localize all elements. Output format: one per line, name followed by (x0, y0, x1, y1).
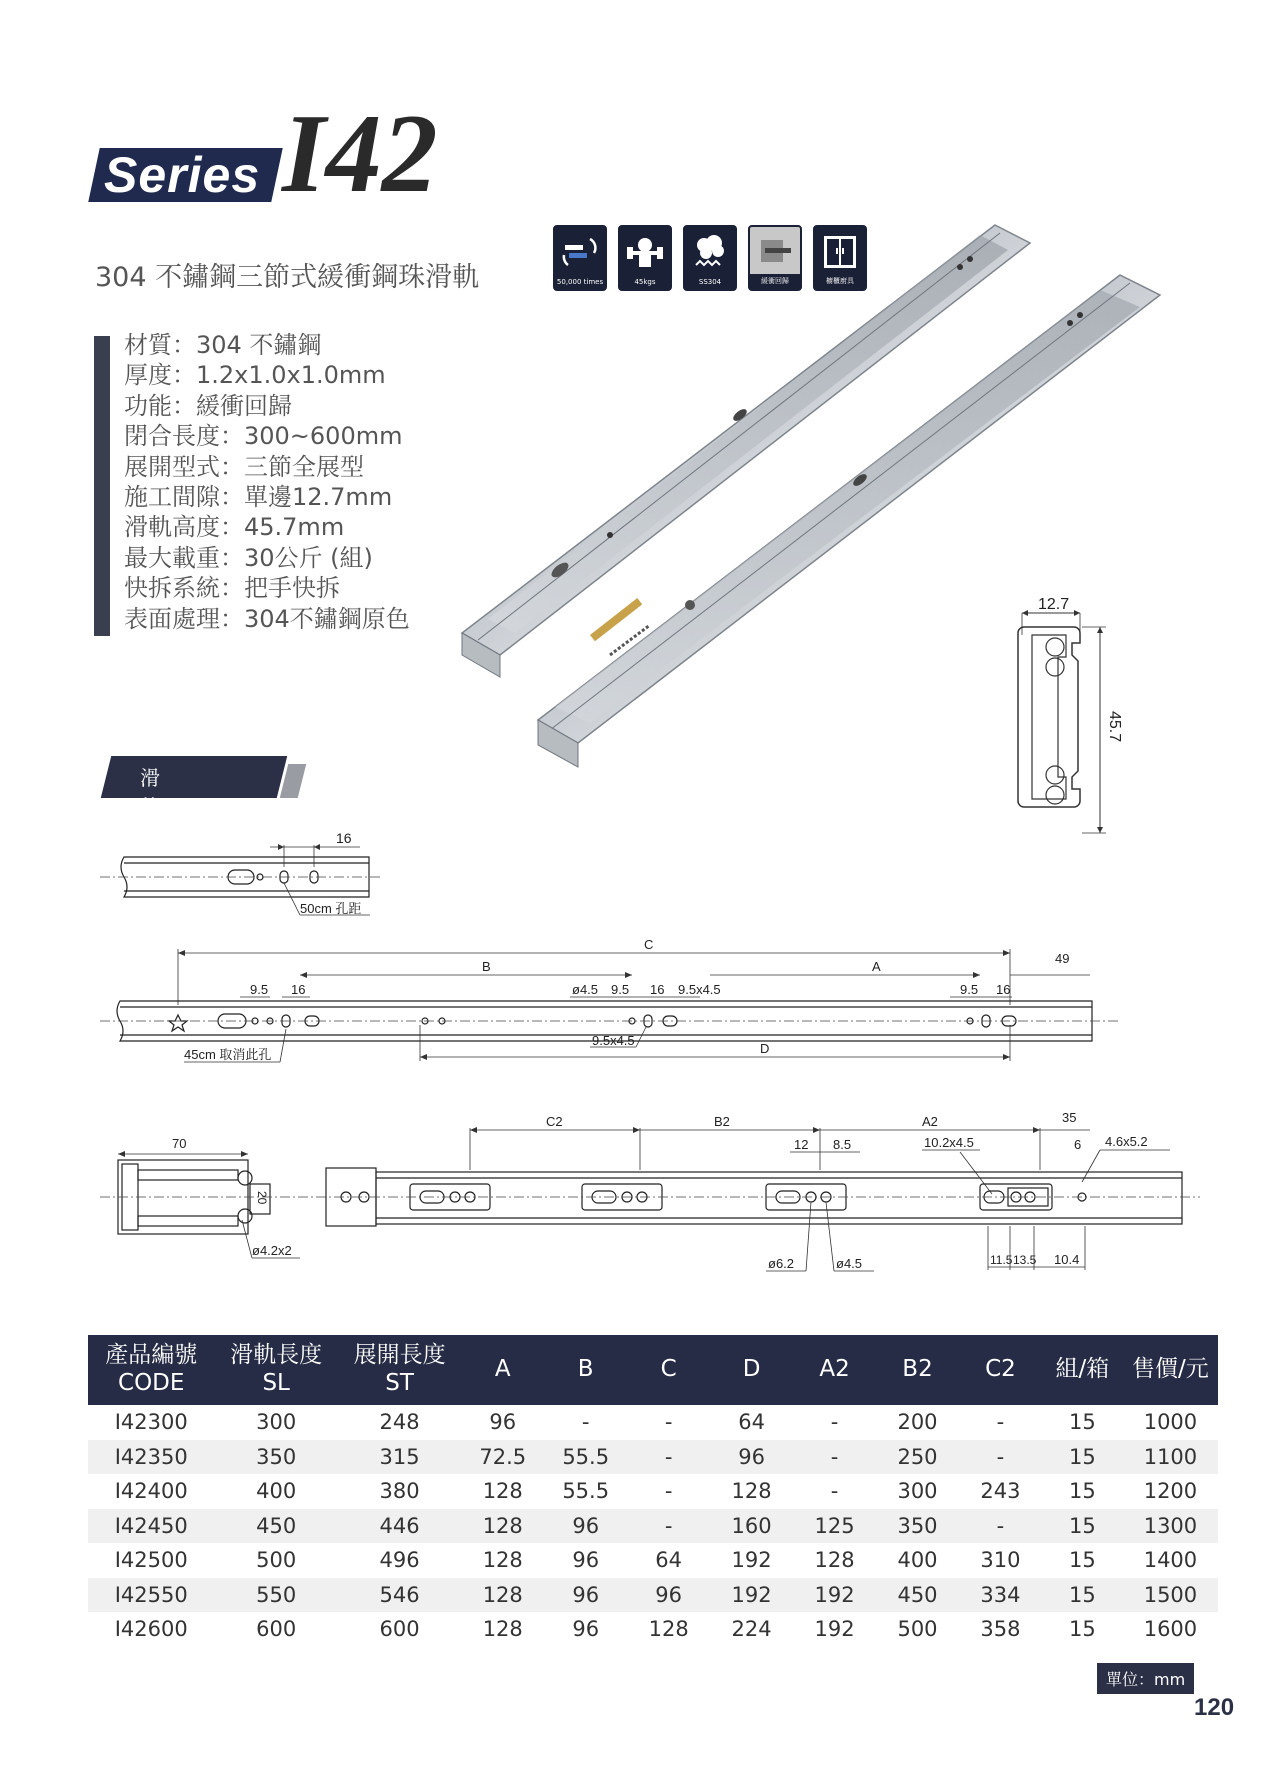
table-cell: - (793, 1474, 876, 1509)
dim-12: 12 (794, 1137, 809, 1152)
dim-C2: C2 (546, 1114, 563, 1129)
dim-49: 49 (1055, 951, 1070, 966)
table-cell: 96 (544, 1578, 627, 1613)
col-d: D (710, 1335, 793, 1405)
model-title: I42 (282, 92, 438, 216)
dim-9-5-mid: 9.5 (611, 982, 630, 997)
col-b: B (544, 1335, 627, 1405)
table-cell: I42350 (88, 1440, 214, 1475)
dim-A2: A2 (922, 1114, 938, 1129)
table-cell: - (627, 1405, 710, 1440)
table-row (88, 1578, 1218, 1613)
table-cell: 128 (461, 1509, 544, 1544)
spec-list (124, 330, 410, 634)
dim-16-mid: 16 (650, 982, 665, 997)
spec-clearance: 施工間隙：單邊12.7mm (124, 483, 393, 512)
table-cell: 310 (959, 1543, 1042, 1578)
dim-9-5-right: 9.5 (960, 982, 979, 997)
table-cell: 128 (710, 1474, 793, 1509)
table-cell: 248 (338, 1405, 461, 1440)
table-cell: 128 (461, 1474, 544, 1509)
table-cell: 64 (710, 1405, 793, 1440)
table-cell: - (627, 1509, 710, 1544)
table-header-row (88, 1335, 1218, 1405)
col-st: 展開長度 ST (338, 1335, 461, 1405)
col-sl: 滑軌長度 SL (214, 1335, 337, 1405)
table-cell: - (793, 1440, 876, 1475)
table-cell: 1000 (1123, 1405, 1218, 1440)
col-c: C (627, 1335, 710, 1405)
table-cell: - (959, 1509, 1042, 1544)
table-cell: 128 (627, 1612, 710, 1647)
table-cell: 128 (461, 1578, 544, 1613)
dim-20: 20 (255, 1191, 269, 1205)
dim-8-5: 8.5 (833, 1137, 852, 1152)
dim-70: 70 (172, 1136, 187, 1151)
table-cell: 160 (710, 1509, 793, 1544)
dim-B2: B2 (714, 1114, 730, 1129)
table-cell: - (544, 1405, 627, 1440)
table-cell: 64 (627, 1543, 710, 1578)
table-row (88, 1405, 1218, 1440)
spec-function: 功能：緩衝回歸 (124, 391, 292, 420)
dim-dia-6-2: ø6.2 (768, 1256, 795, 1271)
table-cell: 243 (959, 1474, 1042, 1509)
table-cell: 600 (214, 1612, 337, 1647)
col-price: 售價/元 (1123, 1335, 1218, 1405)
slot-9-5x4-5-top: 9.5x4.5 (678, 982, 721, 997)
table-cell: 1400 (1123, 1543, 1218, 1578)
dim-C: C (644, 937, 654, 952)
table-cell: 15 (1042, 1543, 1123, 1578)
table-cell: I42500 (88, 1543, 214, 1578)
hole-spacing-note: 50cm 孔距 (300, 901, 362, 916)
table-cell: 1300 (1123, 1509, 1218, 1544)
table-cell: - (627, 1440, 710, 1475)
table-cell: 192 (793, 1612, 876, 1647)
table-cell: 334 (959, 1578, 1042, 1613)
dim-6: 6 (1074, 1137, 1082, 1152)
table-cell: 128 (793, 1543, 876, 1578)
dim-A: A (872, 959, 881, 974)
table-cell: 96 (627, 1578, 710, 1613)
table-cell: 500 (214, 1543, 337, 1578)
table-cell: - (959, 1405, 1042, 1440)
table-cell: - (627, 1474, 710, 1509)
table-cell: 546 (338, 1578, 461, 1613)
table-cell: 250 (876, 1440, 959, 1475)
icon-caption: 45kgs (620, 276, 670, 289)
dim-35: 35 (1062, 1110, 1077, 1125)
icon-caption: SS304 (685, 276, 735, 289)
dim-9-5-left: 9.5 (250, 982, 269, 997)
table-row (88, 1612, 1218, 1647)
table-cell: 224 (710, 1612, 793, 1647)
table-cell: 400 (214, 1474, 337, 1509)
table-body (88, 1405, 1218, 1647)
table-cell: 15 (1042, 1440, 1123, 1475)
section-tag-label: 滑軌尺寸圖表 (140, 766, 160, 935)
table-cell: 55.5 (544, 1440, 627, 1475)
spec-thickness: 厚度：1.2x1.0x1.0mm (124, 361, 386, 390)
table-cell: I42550 (88, 1578, 214, 1613)
table-cell: 15 (1042, 1578, 1123, 1613)
table-row (88, 1509, 1218, 1544)
table-cell: 1100 (1123, 1440, 1218, 1475)
dim-dia-4-5: ø4.5 (836, 1256, 863, 1271)
dim-D: D (760, 1041, 770, 1056)
table-row (88, 1474, 1218, 1509)
cancel-hole-note: 45cm 取消此孔 (184, 1047, 272, 1062)
profile-height-label: 45.7 (1106, 711, 1123, 743)
dim-13-5: 13.5 (1013, 1253, 1037, 1267)
table-cell: 125 (793, 1509, 876, 1544)
table-cell: 96 (461, 1405, 544, 1440)
table-cell: - (959, 1440, 1042, 1475)
icon-caption: 50,000 times (555, 276, 605, 289)
dim-16-left: 16 (291, 982, 306, 997)
table-cell: 358 (959, 1612, 1042, 1647)
spec-max-load: 最大載重：30公斤 (組) (124, 543, 373, 572)
col-a2: A2 (793, 1335, 876, 1405)
col-b2: B2 (876, 1335, 959, 1405)
table-cell: 300 (876, 1474, 959, 1509)
icon-caption: 緩衝回歸 (750, 274, 800, 289)
dim-11-5: 11.5 (990, 1253, 1013, 1267)
col-c2: C2 (959, 1335, 1042, 1405)
hole-4-2x2: ø4.2x2 (252, 1243, 292, 1258)
spec-height: 滑軌高度：45.7mm (124, 513, 345, 542)
table-cell: - (793, 1405, 876, 1440)
table-cell: 96 (544, 1509, 627, 1544)
drawing-rail-full (100, 935, 1120, 1075)
table-row (88, 1543, 1218, 1578)
table-cell: 1200 (1123, 1474, 1218, 1509)
table-cell: 192 (710, 1578, 793, 1613)
table-cell: 192 (793, 1578, 876, 1613)
col-code: 產品編號 CODE (88, 1335, 214, 1405)
table-cell: 496 (338, 1543, 461, 1578)
table-cell: I42450 (88, 1509, 214, 1544)
profile-width-label: 12.7 (1038, 596, 1070, 613)
slot-10-2x4-5: 10.2x4.5 (924, 1135, 974, 1150)
profile-drawing (1010, 595, 1123, 855)
table-cell: 300 (214, 1405, 337, 1440)
table-cell: 1600 (1123, 1612, 1218, 1647)
dim-16-right: 16 (996, 982, 1011, 997)
table-cell: 15 (1042, 1612, 1123, 1647)
page-number: 120 (1194, 1694, 1235, 1721)
table-cell: 550 (214, 1578, 337, 1613)
table-cell: 450 (876, 1578, 959, 1613)
icon-caption: 櫥櫃廚具 (815, 274, 865, 289)
dim-B: B (482, 959, 491, 974)
table-cell: 350 (876, 1509, 959, 1544)
table-cell: 192 (710, 1543, 793, 1578)
dim-dia-4-5: ø4.5 (572, 982, 599, 997)
table-cell: 350 (214, 1440, 337, 1475)
table-cell: 96 (544, 1612, 627, 1647)
table-cell: 96 (544, 1543, 627, 1578)
dim-10-4: 10.4 (1054, 1252, 1080, 1267)
table-cell: 128 (461, 1543, 544, 1578)
table-cell: 380 (338, 1474, 461, 1509)
table-cell: I42300 (88, 1405, 214, 1440)
table-row (88, 1440, 1218, 1475)
table-cell: 15 (1042, 1405, 1123, 1440)
product-subtitle: 304 不鏽鋼三節式緩衝鋼珠滑軌 (95, 262, 480, 293)
table-cell: 446 (338, 1509, 461, 1544)
table-cell: 72.5 (461, 1440, 544, 1475)
table-cell: 500 (876, 1612, 959, 1647)
specs-accent-bar (94, 336, 110, 636)
table-cell: 55.5 (544, 1474, 627, 1509)
table-cell: I42600 (88, 1612, 214, 1647)
spec-material: 材質：304 不鏽鋼 (124, 331, 322, 359)
spec-extension-type: 展開型式：三節全展型 (124, 452, 364, 481)
table-cell: 15 (1042, 1509, 1123, 1544)
spec-finish: 表面處理：304不鏽鋼原色 (124, 604, 410, 633)
table-cell: 315 (338, 1440, 461, 1475)
table-cell: 400 (876, 1543, 959, 1578)
table-cell: 1500 (1123, 1578, 1218, 1613)
table-cell: 600 (338, 1612, 461, 1647)
table-cell: 450 (214, 1509, 337, 1544)
section-tag-bg (101, 756, 287, 798)
spec-table (88, 1335, 1218, 1647)
series-label: Series (104, 147, 261, 203)
table-cell: I42400 (88, 1474, 214, 1509)
table-cell: 96 (710, 1440, 793, 1475)
spec-quick-release: 快拆系統：把手快拆 (124, 574, 340, 603)
table-cell: 128 (461, 1612, 544, 1647)
unit-label: 單位：mm (1097, 1663, 1194, 1694)
drawing-rail-end (100, 825, 380, 935)
drawing-inner-rail (100, 1100, 1200, 1285)
slot-9-5x4-5-bottom: 9.5x4.5 (592, 1033, 635, 1048)
spec-closed-length: 閉合長度：300~600mm (124, 422, 403, 451)
slot-4-6x5-2: 4.6x5.2 (1105, 1134, 1148, 1149)
col-per-box: 組/箱 (1042, 1335, 1123, 1405)
table-cell: 200 (876, 1405, 959, 1440)
dim-16: 16 (336, 830, 352, 846)
col-a: A (461, 1335, 544, 1405)
table-cell: 15 (1042, 1474, 1123, 1509)
